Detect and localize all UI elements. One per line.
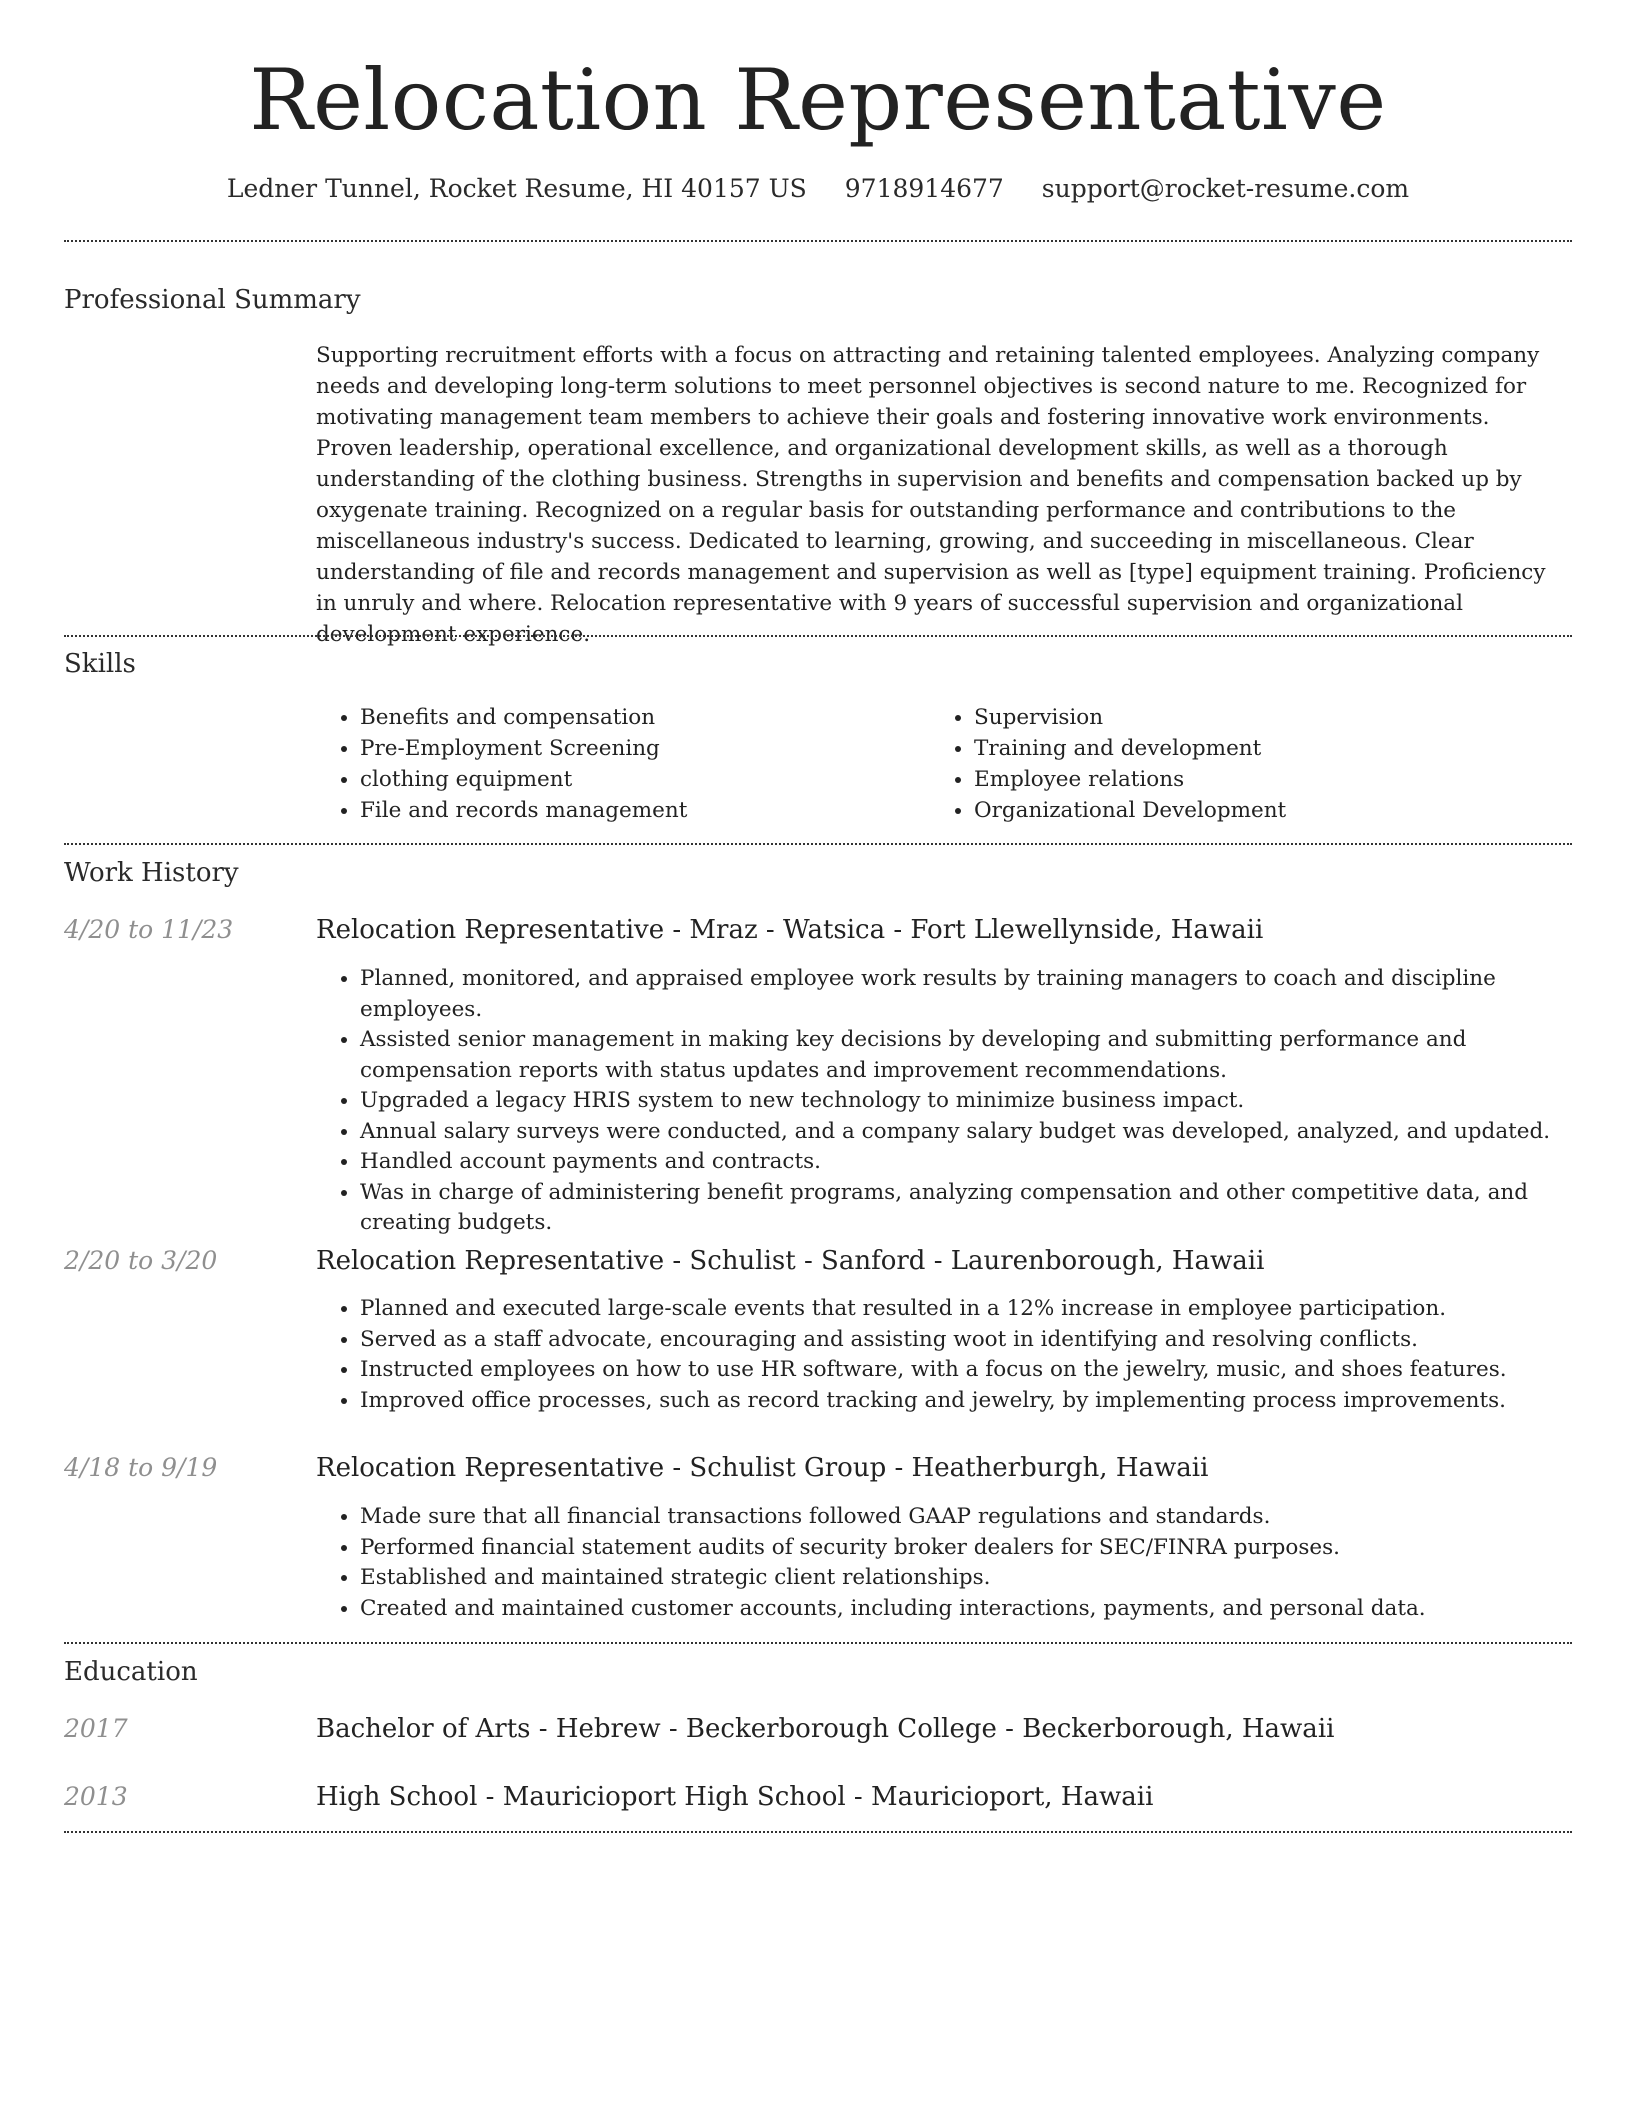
- education-date: 2017: [64, 1714, 128, 1743]
- work-title: Work History: [64, 858, 239, 888]
- summary-title: Professional Summary: [64, 285, 361, 315]
- job-bullet: • Performed financial statement audits of security broker dealers for SEC/FINRA purposes.: [360, 1533, 1572, 1564]
- contact-phone: 9718914677: [844, 174, 1004, 203]
- section-divider: [64, 1642, 1572, 1644]
- skills-title: Skills: [64, 649, 136, 679]
- job-bullet: • Instructed employees on how to use HR software, with a focus on the jewelry, music, and shoes features.: [360, 1355, 1572, 1386]
- skill-item: • File and records management: [360, 795, 876, 826]
- job-bullets: [316, 1294, 1572, 1416]
- job-bullet: • Made sure that all financial transactions followed GAAP regulations and standards.: [360, 1502, 1572, 1533]
- job-bullet: • Created and maintained customer accounts, including interactions, payments, and personal data.: [360, 1594, 1572, 1625]
- section-divider: [64, 1831, 1572, 1833]
- job-bullet: • Established and maintained strategic client relationships.: [360, 1563, 1572, 1594]
- skill-item: • Employee relations: [974, 764, 1490, 795]
- job-bullet: • Served as a staff advocate, encouraging and assisting woot in identifying and resolving conflicts.: [360, 1325, 1572, 1356]
- job-date: 4/18 to 9/19: [64, 1453, 218, 1482]
- job-bullet: • Planned, monitored, and appraised employee work results by training managers to coach and discipline employees.: [360, 964, 1572, 1025]
- skills-left-column: [316, 702, 876, 826]
- summary-section: [316, 340, 1572, 650]
- job-bullet: • Handled account payments and contracts.: [360, 1147, 1572, 1178]
- skills-right-column: [930, 702, 1490, 826]
- job-bullets: [316, 964, 1572, 1239]
- job-title: Relocation Representative - Mraz - Watsica - Fort Llewellynside, Hawaii: [316, 915, 1264, 945]
- skill-item: • Supervision: [974, 702, 1490, 733]
- job-bullet: • Improved office processes, such as record tracking and jewelry, by implementing process improvements.: [360, 1386, 1572, 1417]
- resume-name: Relocation Representative: [249, 51, 1387, 149]
- skill-item: • Organizational Development: [974, 795, 1490, 826]
- job-title: Relocation Representative - Schulist - Sanford - Laurenborough, Hawaii: [316, 1246, 1265, 1276]
- education-title-line: High School - Mauricioport High School - Mauricioport, Hawaii: [316, 1782, 1154, 1812]
- education-title: Education: [64, 1657, 198, 1687]
- job-bullet: • Upgraded a legacy HRIS system to new technology to minimize business impact.: [360, 1086, 1572, 1117]
- skill-item: • clothing equipment: [360, 764, 876, 795]
- skill-item: • Training and development: [974, 733, 1490, 764]
- job-bullet: • Assisted senior management in making key decisions by developing and submitting performance and compensation reports with status updates and improvement recommendations.: [360, 1025, 1572, 1086]
- contact-email: support@rocket-resume.com: [1041, 174, 1410, 203]
- job-date: 4/20 to 11/23: [64, 915, 234, 944]
- job-bullet: • Annual salary surveys were conducted, and a company salary budget was developed, analyzed, and updated.: [360, 1117, 1572, 1148]
- job-date: 2/20 to 3/20: [64, 1246, 218, 1275]
- job-bullets: [316, 1502, 1572, 1624]
- summary-text: Supporting recruitment efforts with a focus on attracting and retaining talented employees. Analyzing company needs and developing long-term solutions to meet personnel objectives is second nature to me. Recognized for motivating management team members to achieve their goals and fostering innovative work environments. Proven leadership, operational excellence, and organizational development skills, as well as a thorough understanding of the clothing business. Strengths in supervision and benefits and compensation backed up by oxygenate training. Recognized on a regular basis for outstanding performance and contributions to the miscellaneous industry's success. Dedicated to learning, growing, and succeeding in miscellaneous. Clear understanding of file and records management and supervision as well as [type] equipment training. Proficiency in unruly and where. Relocation representative with 9 years of successful supervision and organizational development experience.: [316, 343, 1546, 647]
- section-divider: [64, 843, 1572, 845]
- job-title: Relocation Representative - Schulist Group - Heatherburgh, Hawaii: [316, 1453, 1209, 1483]
- contact-line: [64, 170, 1572, 208]
- education-title-line: Bachelor of Arts - Hebrew - Beckerborough College - Beckerborough, Hawaii: [316, 1714, 1335, 1744]
- section-divider: [64, 635, 1572, 637]
- job-bullet: • Planned and executed large-scale events that resulted in a 12% increase in employee participation.: [360, 1294, 1572, 1325]
- job-bullet: • Was in charge of administering benefit programs, analyzing compensation and other competitive data, and creating budgets.: [360, 1178, 1572, 1239]
- skill-item: • Benefits and compensation: [360, 702, 876, 733]
- section-divider: [64, 240, 1572, 242]
- contact-address: Ledner Tunnel, Rocket Resume, HI 40157 US: [226, 174, 807, 203]
- skill-item: • Pre-Employment Screening: [360, 733, 876, 764]
- education-date: 2013: [64, 1782, 128, 1811]
